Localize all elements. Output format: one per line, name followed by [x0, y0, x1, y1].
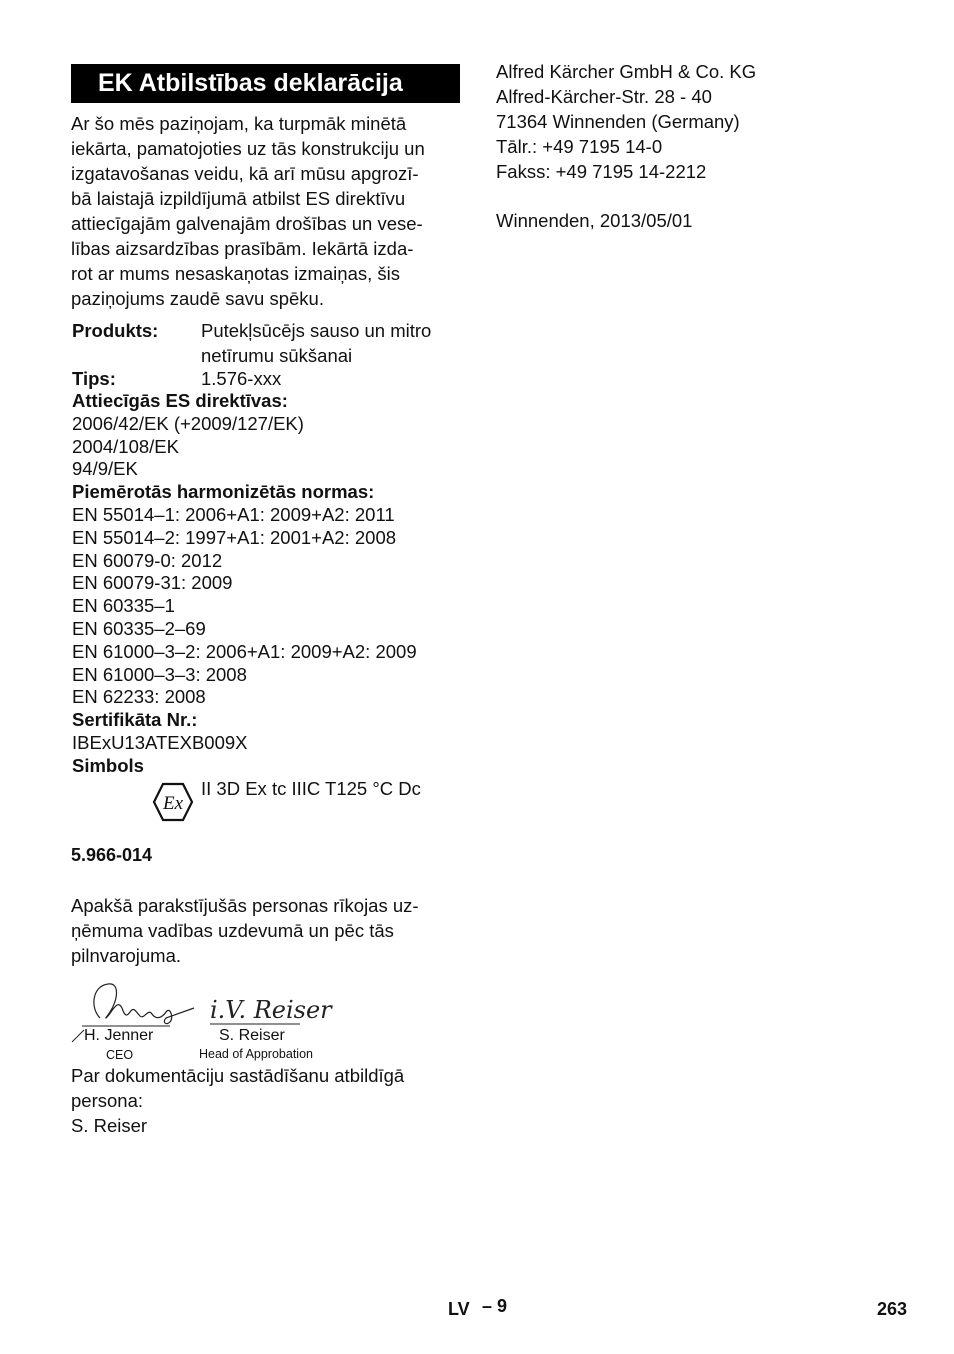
- product-value-line: netīrumu sūkšanai: [201, 345, 353, 366]
- document-number: 5.966-014: [71, 845, 153, 865]
- standard-item: EN 61000–3–3: 2008: [72, 663, 247, 685]
- certificate-heading: Sertifikāta Nr.:: [72, 709, 198, 731]
- standard-item: EN 61000–3–2: 2006+A1: 2009+A2: 2009: [72, 640, 417, 662]
- signers-line: pilnvarojuma.: [71, 945, 182, 966]
- signature-reiser: [206, 990, 332, 1028]
- signers-paragraph: [71, 893, 419, 968]
- product-value: [201, 318, 431, 368]
- ex-symbol-text: Ex: [162, 793, 184, 814]
- directives-standards-block: [72, 390, 417, 778]
- product-value-line: Putekļsūcējs sauso un mitro: [201, 320, 432, 341]
- address-line: Alfred Kärcher GmbH & Co. KG: [496, 61, 757, 82]
- standard-item: EN 60079-31: 2009: [72, 572, 233, 594]
- footer-language: LV: [448, 1299, 470, 1319]
- symbol-heading: Simbols: [72, 754, 144, 776]
- company-address: [496, 59, 756, 184]
- intro-line: attiecīgajām galvenajām drošības un vese-: [71, 213, 423, 234]
- place-date: Winnenden, 2013/05/01: [496, 210, 693, 231]
- signer1-role: CEO: [106, 1048, 134, 1062]
- standard-item: EN 60079-0: 2012: [72, 549, 223, 571]
- page-title: EK Atbilstības deklarācija: [71, 64, 460, 103]
- intro-line: bā laistajā izpildījumā atbilst ES direktīvu: [71, 188, 406, 209]
- responsible-line: S. Reiser: [71, 1115, 148, 1136]
- address-line: Fakss: +49 7195 14-2212: [496, 161, 707, 182]
- intro-line: rot ar mums nesaskaņotas izmaiņas, šis: [71, 263, 401, 284]
- signer2-signature-text: i.V. Reiser: [210, 996, 332, 1024]
- intro-line: Ar šo mēs paziņojam, ka turpmāk minētā: [71, 113, 407, 134]
- product-label: Produkts:: [72, 320, 159, 341]
- standard-item: EN 60335–1: [72, 595, 175, 617]
- ex-hexagon-icon: [152, 782, 194, 822]
- type-label: Tips:: [72, 368, 116, 389]
- type-value: 1.576-xxx: [201, 368, 282, 389]
- signer2-name: S. Reiser: [219, 1027, 285, 1044]
- footer-section-page: – 9: [482, 1296, 508, 1316]
- intro-line: izgatavošanas veidu, kā arī mūsu apgrozī-: [71, 163, 419, 184]
- directive-item: 2006/42/EK (+2009/127/EK): [72, 412, 304, 434]
- address-line: Tālr.: +49 7195 14-0: [496, 136, 663, 157]
- directive-item: 2004/108/EK: [72, 435, 179, 457]
- intro-line: iekārta, pamatojoties uz tās konstrukciju un: [71, 138, 425, 159]
- symbol-value: II 3D Ex tc IIIC T125 °C Dc: [201, 778, 421, 799]
- standard-item: EN 55014–1: 2006+A1: 2009+A2: 2011: [72, 503, 395, 525]
- standards-heading: Piemērotās harmonizētās normas:: [72, 481, 375, 503]
- responsible-line: persona:: [71, 1090, 143, 1111]
- standard-item: EN 60335–2–69: [72, 617, 206, 639]
- signer1-name: H. Jenner: [84, 1027, 154, 1044]
- page-number: 263: [877, 1299, 908, 1319]
- standard-item: EN 62233: 2008: [72, 686, 206, 708]
- intro-line: paziņojums zaudē savu spēku.: [71, 288, 324, 309]
- intro-line: lības aizsardzības prasībām. Iekārtā izda-: [71, 238, 414, 259]
- signer2-role: Head of Approbation: [199, 1047, 313, 1061]
- address-line: 71364 Winnenden (Germany): [496, 111, 740, 132]
- standard-item: EN 55014–2: 1997+A1: 2001+A2: 2008: [72, 526, 397, 548]
- signers-line: Apakšā parakstījušās personas rīkojas uz-: [71, 895, 419, 916]
- responsible-paragraph: [71, 1063, 404, 1138]
- intro-paragraph: [71, 111, 461, 311]
- responsible-line: Par dokumentāciju sastādīšanu atbildīgā: [71, 1065, 405, 1086]
- certificate-value: IBExU13ATEXB009X: [72, 731, 248, 753]
- signers-line: ņēmuma vadības uzdevumā un pēc tās: [71, 920, 394, 941]
- directive-item: 94/9/EK: [72, 458, 138, 480]
- address-line: Alfred-Kärcher-Str. 28 - 40: [496, 86, 712, 107]
- directives-heading: Attiecīgās ES direktīvas:: [72, 390, 288, 411]
